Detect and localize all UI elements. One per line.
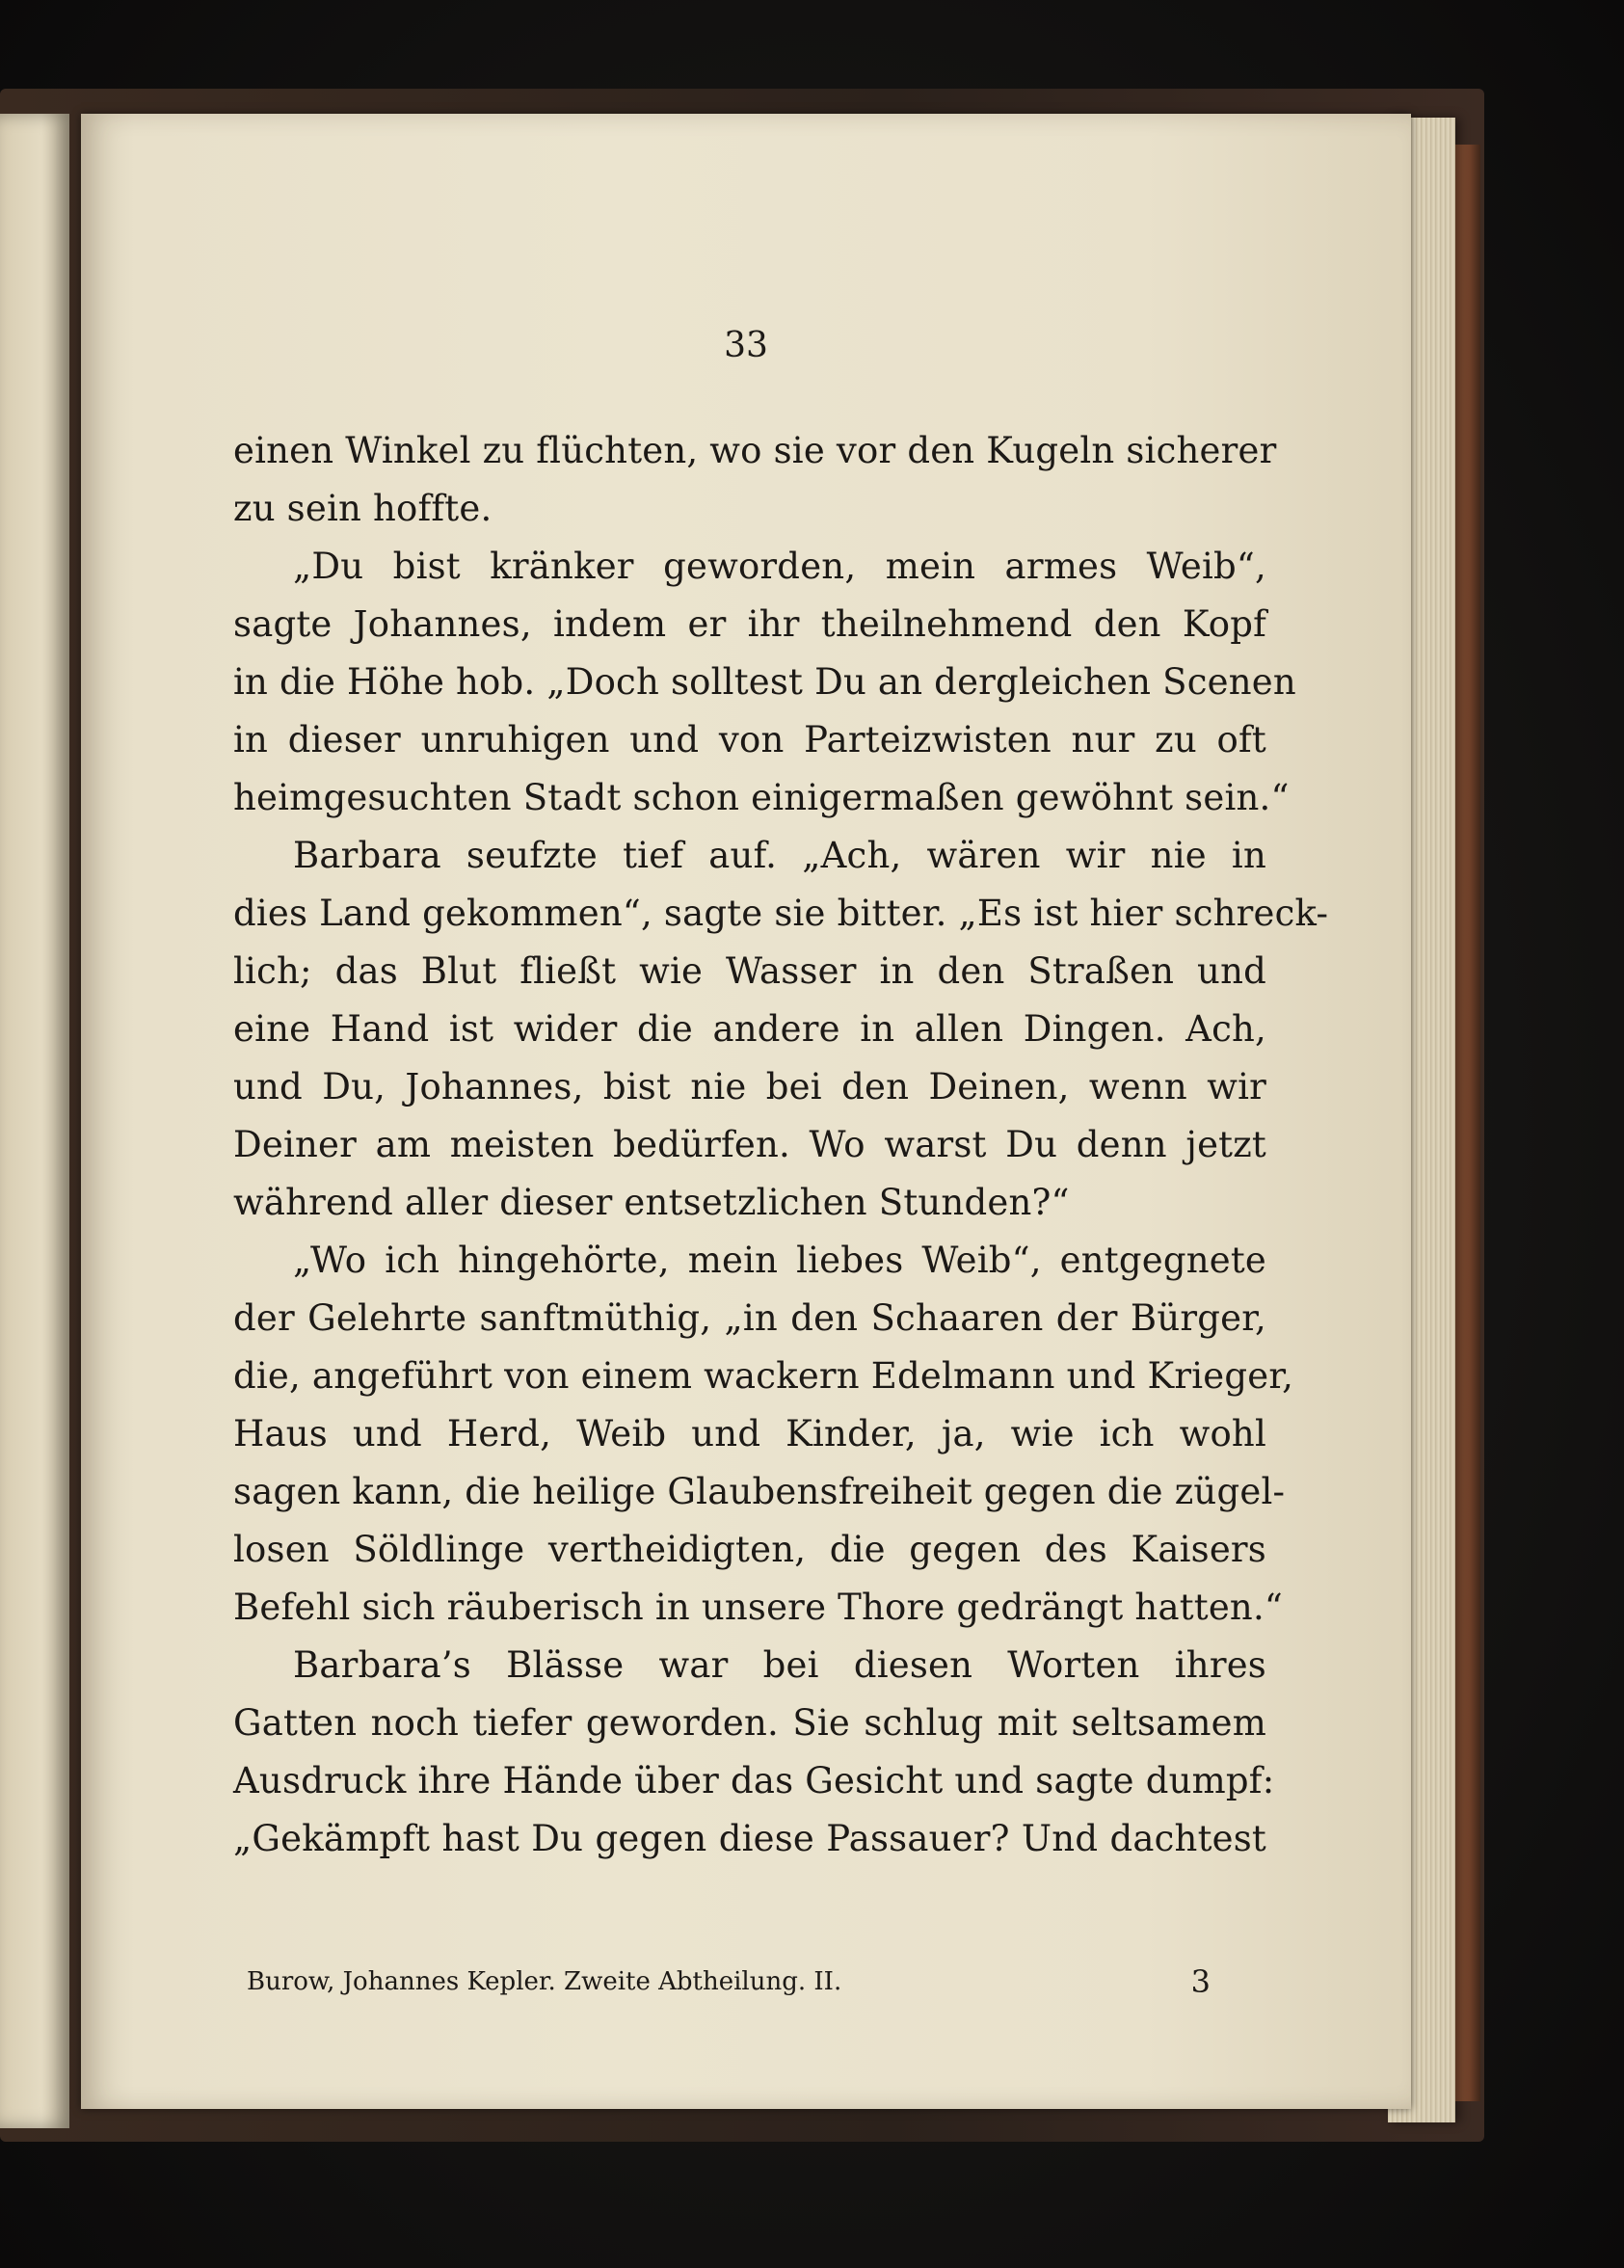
text-line: und Du, Johannes, bist nie bei den Deinen, wenn wir: [233, 1066, 1266, 1107]
text-line: Befehl sich räuberisch in unsere Thore gedrängt hatten.“: [233, 1587, 1284, 1628]
book-page: [81, 114, 1411, 2109]
text-line: einen Winkel zu flüchten, wo sie vor den Kugeln sicherer: [233, 430, 1277, 471]
text-line: Barbara’s Blässe war bei diesen Worten ihres: [293, 1644, 1266, 1686]
text-line: heimgesuchten Stadt schon einigermaßen gewöhnt sein.“: [233, 777, 1290, 818]
text-line: losen Söldlinge vertheidigten, die gegen des Kaisers: [233, 1529, 1266, 1570]
text-line: sagen kann, die heilige Glaubensfreiheit gegen die zügel-: [233, 1471, 1286, 1512]
text-line: in die Höhe hob. „Doch solltest Du an dergleichen Scenen: [233, 661, 1296, 703]
text-line: „Wo ich hingehörte, mein liebes Weib“, entgegnete: [293, 1240, 1266, 1281]
text-line: in dieser unruhigen und von Parteizwisten nur zu oft: [233, 719, 1266, 760]
text-line: die, angeführt von einem wackern Edelmann und Krieger,: [233, 1355, 1294, 1397]
text-line: sagte Johannes, indem er ihr theilnehmend den Kopf: [233, 603, 1266, 645]
page-text: [233, 422, 1329, 1868]
text-line: Haus und Herd, Weib und Kinder, ja, wie ich wohl: [233, 1413, 1266, 1454]
page-number: 33: [724, 326, 768, 365]
left-page-edge: [0, 114, 69, 2128]
text-line: dies Land gekommen“, sagte sie bitter. „Es ist hier schreck-: [233, 893, 1329, 934]
text-line: Barbara seufzte tief auf. „Ach, wären wir nie in: [293, 835, 1266, 876]
text-line: der Gelehrte sanftmüthig, „in den Schaaren der Bürger,: [233, 1297, 1266, 1339]
text-line: Ausdruck ihre Hände über das Gesicht und sagte dumpf:: [233, 1760, 1275, 1801]
footer-imprint: Burow, Johannes Kepler. Zweite Abtheilung. II.: [247, 1967, 842, 1996]
text-line: zu sein hoffte.: [233, 488, 493, 529]
text-line: Deiner am meisten bedürfen. Wo warst Du denn jetzt: [233, 1124, 1266, 1165]
text-line: eine Hand ist wider die andere in allen Dingen. Ach,: [233, 1008, 1266, 1050]
text-line: „Du bist kränker geworden, mein armes Weib“,: [293, 546, 1266, 587]
text-line: lich; das Blut fließt wie Wasser in den Straßen und: [233, 950, 1266, 992]
text-line: „Gekämpft hast Du gegen diese Passauer? Und dachtest: [233, 1818, 1266, 1859]
text-line: während aller dieser entsetzlichen Stunden?“: [233, 1182, 1070, 1223]
page-footer: [247, 1961, 1211, 2003]
text-line: Gatten noch tiefer geworden. Sie schlug mit seltsamem: [233, 1702, 1266, 1744]
signature-mark: 3: [1190, 1963, 1211, 2000]
